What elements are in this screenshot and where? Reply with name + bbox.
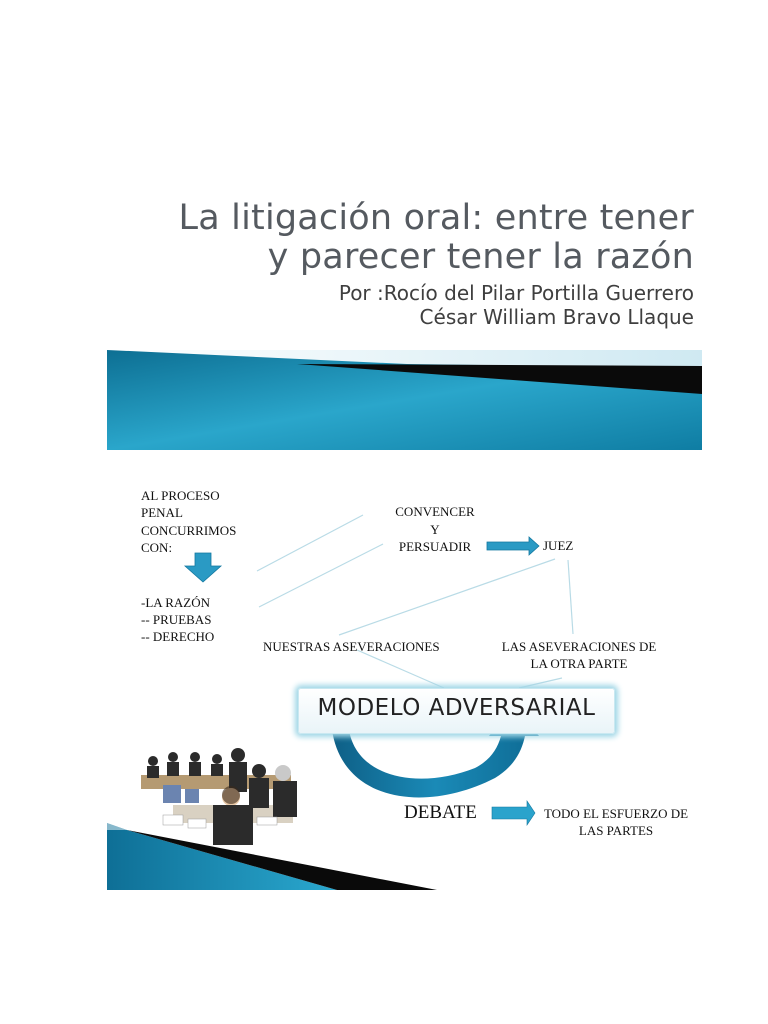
modelo-adversarial-box [298,688,615,734]
author-line-1: Por :Rocío del Pilar Portilla Guerrero [338,281,694,305]
intro-line-1: AL PROCESO [141,488,220,503]
list-item-pruebas: -- PRUEBAS [141,612,212,627]
title-slide [107,180,702,450]
esfuerzo-line-1: TODO EL ESFUERZO DE [543,806,689,821]
author-line-2: César William Bravo Llaque [419,305,694,329]
otra-parte-line-1: LAS ASEVERACIONES DE [501,639,657,654]
right-arrow-icon [487,537,539,555]
intro-line-4: CON: [141,540,173,555]
slide-title-line-2: y parecer tener la razón [267,237,694,277]
convencer-line-1: CONVENCER [395,504,475,519]
decorative-blue-band [107,350,702,450]
intro-line-3: CONCURRIMOS [141,523,237,538]
convencer-line-3: PERSUADIR [398,539,472,554]
otra-parte-line-2: LA OTRA PARTE [530,656,628,671]
esfuerzo-line-2: LAS PARTES [578,823,654,838]
debate-label: DEBATE [404,802,477,823]
list-item-razon: -LA RAZÓN [141,595,210,610]
diagram-slide [107,468,702,890]
courtroom-illustration [133,745,305,850]
down-arrow-icon [185,553,221,582]
list-item-derecho: -- DERECHO [141,629,215,644]
convencer-line-2: Y [430,522,440,537]
modelo-adversarial-label: MODELO ADVERSARIAL [317,695,596,721]
slide-title-line-1: La litigación oral: entre tener [178,198,694,238]
right-arrow-icon [492,801,535,825]
nuestras-aseveraciones: NUESTRAS ASEVERACIONES [263,639,440,654]
intro-line-2: PENAL [141,505,183,520]
juez-label: JUEZ [543,538,574,553]
